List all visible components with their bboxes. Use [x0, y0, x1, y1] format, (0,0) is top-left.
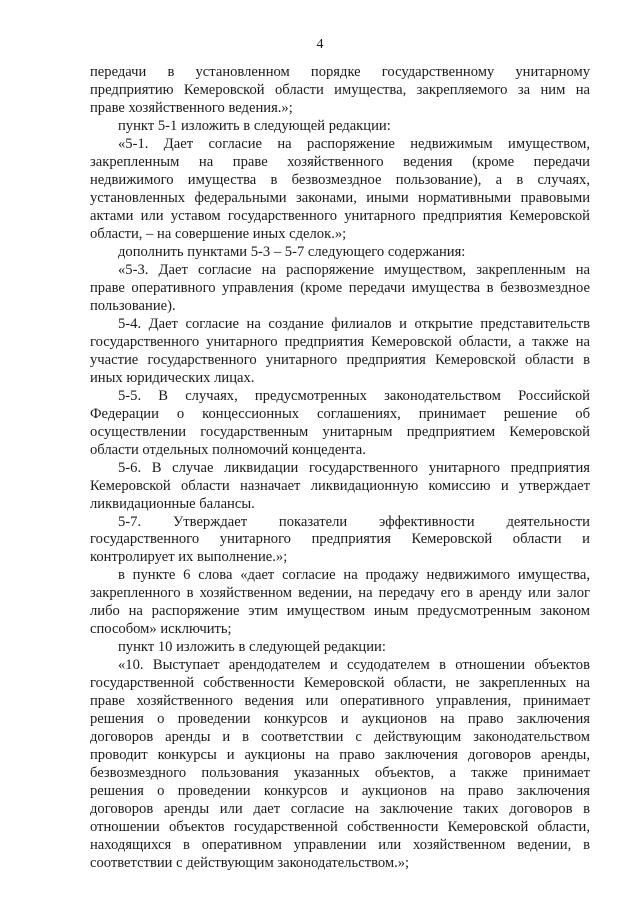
text-line: решения о проведении конкурсов и аукционов на право заключения [90, 711, 590, 727]
text-line: безвозмездного пользования указанных объектов, а также принимает [90, 765, 590, 781]
text-line: актами или уставом государственного унитарного предприятия Кемеровской [90, 208, 590, 224]
text-line: «5-1. Дает согласие на распоряжение недвижимым имуществом, [118, 136, 590, 152]
text-line: находящихся в оперативном управлении или хозяйственном ведении, в [90, 837, 590, 853]
text-line: государственного унитарного предприятия Кемеровской области и [90, 531, 590, 547]
text-line: Кемеровской области назначает ликвидационную комиссию и утверждает [90, 478, 590, 494]
text-line: способом» исключить; [90, 621, 232, 637]
text-line: проводит конкурсы и аукционы на право заключения договоров аренды, [90, 747, 590, 763]
text-line: праве оперативного управления (кроме передачи имущества в безвозмездное [90, 280, 590, 296]
text-line: предприятию Кемеровской области имущества, закрепляемого за ним на [90, 82, 590, 98]
text-line: в пункте 6 слова «дает согласие на продажу недвижимого имущества, [118, 567, 590, 583]
text-line: решения о проведении конкурсов и аукционов на право заключения [90, 783, 590, 799]
text-line: иных юридических лицах. [90, 370, 255, 386]
text-line: «5-3. Дает согласие на распоряжение имуществом, закрепленным на [118, 262, 590, 278]
text-line: пункт 10 изложить в следующей редакции: [118, 639, 386, 655]
text-line: закрепленного в хозяйственном ведении, на передачу его в аренду или залог [90, 585, 590, 601]
text-line: праве хозяйственного ведения или оперативного управления, принимает [90, 693, 590, 709]
text-line: 5-6. В случае ликвидации государственного унитарного предприятия [118, 460, 590, 476]
text-line: участие государственного унитарного предприятия Кемеровской области в [90, 352, 590, 368]
text-line: контролирует их выполнение.»; [90, 549, 288, 565]
text-line: дополнить пунктами 5-3 – 5-7 следующего содержания: [118, 244, 466, 260]
text-line: области, – на совершение иных сделок.»; [90, 226, 347, 242]
text-line: отношении объектов государственной собственности Кемеровской области, [90, 819, 590, 835]
text-line: 5-5. В случаях, предусмотренных законодательством Российской [118, 388, 590, 404]
text-line: недвижимого имущества в безвозмездное пользование), а в случаях, [90, 172, 590, 188]
text-line: пункт 5-1 изложить в следующей редакции: [118, 118, 391, 134]
page-number: 4 [316, 37, 324, 52]
text-line: договоров аренды или дает согласие на заключение таких договоров в [90, 801, 590, 817]
text-line: пользование). [90, 298, 176, 314]
text-line: ликвидационные балансы. [90, 496, 255, 512]
text-line: закрепленным на праве хозяйственного ведения (кроме передачи [90, 154, 590, 170]
text-line: Федерации о концессионных соглашениях, принимает решение об [90, 406, 590, 422]
text-line: соответствии с действующим законодательством.»; [90, 855, 410, 871]
text-line: передачи в установленном порядке государственному унитарному [90, 64, 590, 80]
text-line: «10. Выступает арендодателем и ссудодателем в отношении объектов [118, 657, 590, 673]
text-line: 5-4. Дает согласие на создание филиалов и открытие представительств [118, 316, 590, 332]
text-line: государственного унитарного предприятия Кемеровской области, а также на [90, 334, 590, 350]
text-line: праве хозяйственного ведения.»; [90, 100, 293, 116]
text-line: области отдельных полномочий концедента. [90, 442, 366, 458]
text-line: 5-7. Утверждает показатели эффективности деятельности [118, 514, 590, 530]
text-line: установленных федеральными законами, иными нормативными правовыми [90, 190, 590, 206]
text-line: осуществлении государственным унитарным предприятием Кемеровской [90, 424, 590, 440]
text-line: либо на распоряжение этим имуществом иным предусмотренным законом [90, 603, 590, 619]
text-line: договоров аренды и в соответствии с действующим законодательством [90, 729, 590, 745]
text-line: государственной собственности Кемеровской области, не закрепленных на [90, 675, 590, 691]
